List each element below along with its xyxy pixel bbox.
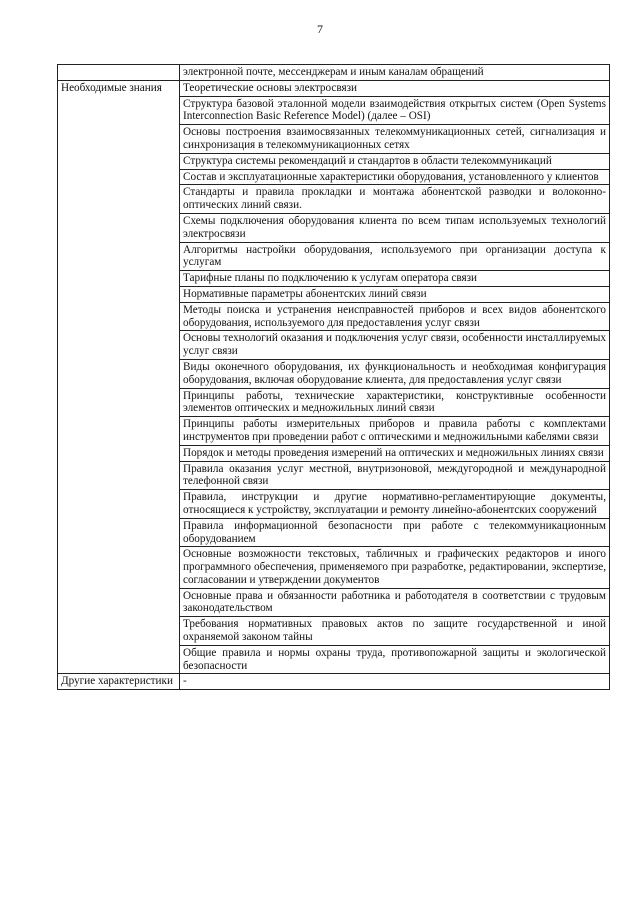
knowledge-item: Тарифные планы по подключению к услугам оператора связи [180,271,610,287]
knowledge-item: Принципы работы, технические характеристики, конструктивные особенности элементов оптических и медножильных линий связи [180,388,610,417]
knowledge-item: Порядок и методы проведения измерений на оптических и медножильных линиях связи [180,445,610,461]
table-row [58,674,610,690]
knowledge-item: Алгоритмы настройки оборудования, используемого при организации доступа к услугам [180,242,610,271]
knowledge-item: Методы поиска и устранения неисправностей приборов и всех видов абонентского оборудования, используемого для предоставления услуг связи [180,302,610,331]
knowledge-item: Общие правила и нормы охраны труда, противопожарной защиты и экологической безопасности [180,645,610,674]
table-row [58,65,610,81]
knowledge-item: Состав и эксплуатационные характеристики оборудования, установленного у клиентов [180,169,610,185]
knowledge-item: Основы построения взаимосвязанных телекоммуникационных сетей, сигнализация и синхронизация в телекоммуникационных сетях [180,125,610,154]
other-value: - [180,674,610,690]
knowledge-item: Теоретические основы электросвязи [180,80,610,96]
knowledge-item: Основные возможности текстовых, табличных и графических редакторов и иного программного обеспечения, применяемого при разработке, редактировании, экспертизе, согласовании и утверждении документов [180,547,610,588]
page-number: 7 [317,22,323,36]
table-row [58,80,610,96]
knowledge-item: Правила информационной безопасности при работе с телекоммуникационным оборудованием [180,518,610,547]
knowledge-item: Стандарты и правила прокладки и монтажа абонентской разводки и волоконно-оптических линий связи. [180,185,610,214]
knowledge-item: Структура системы рекомендаций и стандартов в области телекоммуникаций [180,153,610,169]
knowledge-label: Необходимые знания [58,80,180,674]
knowledge-item: Правила оказания услуг местной, внутризоновой, междугородной и международной телефонной связи [180,461,610,490]
knowledge-item: Основные права и обязанности работника и работодателя в соответствии с трудовым законодательством [180,588,610,617]
knowledge-item: Виды оконечного оборудования, их функциональность и необходимая конфигурация оборудования, включая оборудование клиента, для предоставления услуг связи [180,359,610,388]
qualification-table [57,64,610,690]
knowledge-item: Правила, инструкции и другие нормативно-регламентирующие документы, относящиеся к устройству, эксплуатации и ремонту линейно-абонентских сооружений [180,490,610,519]
knowledge-item: Структура базовой эталонной модели взаимодействия открытых систем (Open Systems Interconnection Basic Reference Model) (далее – OSI) [180,96,610,125]
knowledge-item: Нормативные параметры абонентских линий связи [180,286,610,302]
knowledge-item: Основы технологий оказания и подключения услуг связи, особенности инсталлируемых услуг связи [180,331,610,360]
knowledge-item: Принципы работы измерительных приборов и правила работы с комплектами инструментов при проведении работ с оптическими и медножильными кабелями связи [180,417,610,446]
continued-item: электронной почте, мессенджерам и иным каналам обращений [180,65,610,81]
knowledge-item: Требования нормативных правовых актов по защите государственной и иной охраняемой законом тайны [180,617,610,646]
empty-label-cell [58,65,180,81]
other-label: Другие характеристики [58,674,180,690]
knowledge-item: Схемы подключения оборудования клиента по всем типам используемых технологий электросвязи [180,213,610,242]
